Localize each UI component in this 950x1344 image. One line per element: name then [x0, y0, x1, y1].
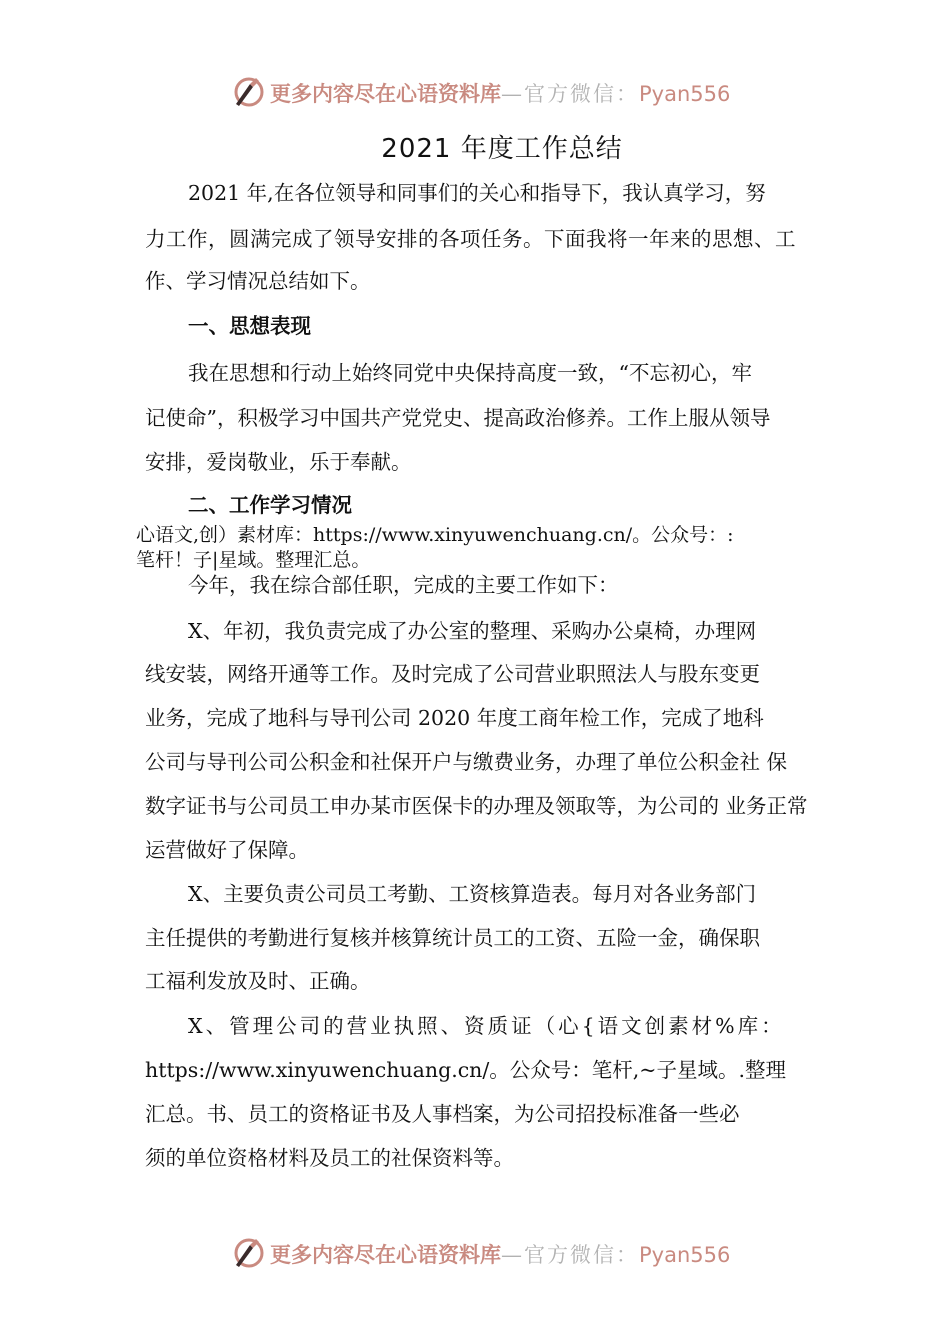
- item1-line-4: 公司与导刊公司公积金和社保开户与缴费业务，办理了单位公积金社 保: [145, 750, 788, 774]
- item3-line-2: https://www.xinyuwenchuang.cn/。公众号：笔杆,~子星域。.整理: [145, 1058, 787, 1082]
- logo-icon: [230, 74, 266, 110]
- item1-line-6: 运营做好了保障。: [145, 838, 309, 862]
- banner-text: [270, 1239, 730, 1269]
- document-title: 2021 年度工作总结: [381, 134, 623, 164]
- item2-line-2: 主任提供的考勤进行复核并核算统计员工的工资、五险一金，确保职: [145, 926, 760, 950]
- watermark-line-2: 笔杆！子|星域。整理汇总。: [136, 549, 371, 571]
- intro-line-3: 作、学习情况总结如下。: [145, 269, 371, 293]
- item3-line-4: 须的单位资格材料及员工的社保资料等。: [145, 1146, 514, 1170]
- banner-part2: —官方微信：: [501, 82, 639, 106]
- item1-line-1: X、年初，我负责完成了办公室的整理、采购办公桌椅，办理网: [188, 619, 757, 643]
- intro-line-2: 力工作，圆满完成了领导安排的各项任务。下面我将一年来的思想、工: [145, 227, 796, 251]
- item1-line-2: 线安装，网络开通等工作。及时完成了公司营业职照法人与股东变更: [145, 662, 760, 686]
- item2-line-1: X、主要负责公司员工考勤、工资核算造表。每月对各业务部门: [188, 882, 757, 906]
- footer-banner: [0, 1231, 950, 1275]
- watermark-line-1: 心语文,创）素材库：https://www.xinyuwenchuang.cn/。公众号：:: [136, 524, 734, 546]
- banner-part1: 更多内容尽在心语资料库: [270, 81, 501, 106]
- banner-part3: Pyan556: [639, 82, 731, 106]
- item2-line-3: 工福利发放及时、正确。: [145, 969, 371, 993]
- intro-line-1: 2021 年,在各位领导和同事们的关心和指导下，我认真学习，努: [188, 181, 766, 205]
- section1-line-3: 安排，爱岗敬业，乐于奉献。: [145, 450, 412, 474]
- item1-line-5: 数字证书与公司员工申办某市医保卡的办理及领取等，为公司的 业务正常: [145, 794, 808, 818]
- logo-icon: [230, 1235, 266, 1271]
- section1-line-2: 记使命”，积极学习中国共产党党史、提高政治修养。工作上服从领导: [145, 406, 771, 430]
- banner-text: [270, 78, 730, 108]
- banner-part3: Pyan556: [639, 1243, 731, 1267]
- item3-line-1: X、管理公司的营业执照、资质证（心{语文创素材%库：: [188, 1014, 785, 1038]
- section2-intro: 今年，我在综合部任职，完成的主要工作如下：: [188, 573, 619, 597]
- heading-thought: 一、思想表现: [188, 314, 311, 338]
- heading-work: 二、工作学习情况: [188, 493, 352, 517]
- header-banner: [0, 70, 950, 114]
- banner-part1: 更多内容尽在心语资料库: [270, 1242, 501, 1267]
- section1-line-1: 我在思想和行动上始终同党中央保持高度一致，“不忘初心，牢: [188, 361, 752, 385]
- item1-line-3: 业务，完成了地科与导刊公司 2020 年度工商年检工作，完成了地科: [145, 706, 764, 730]
- item3-line-3: 汇总。书、员工的资格证书及人事档案，为公司招投标准备一些必: [145, 1102, 740, 1126]
- banner-part2: —官方微信：: [501, 1243, 639, 1267]
